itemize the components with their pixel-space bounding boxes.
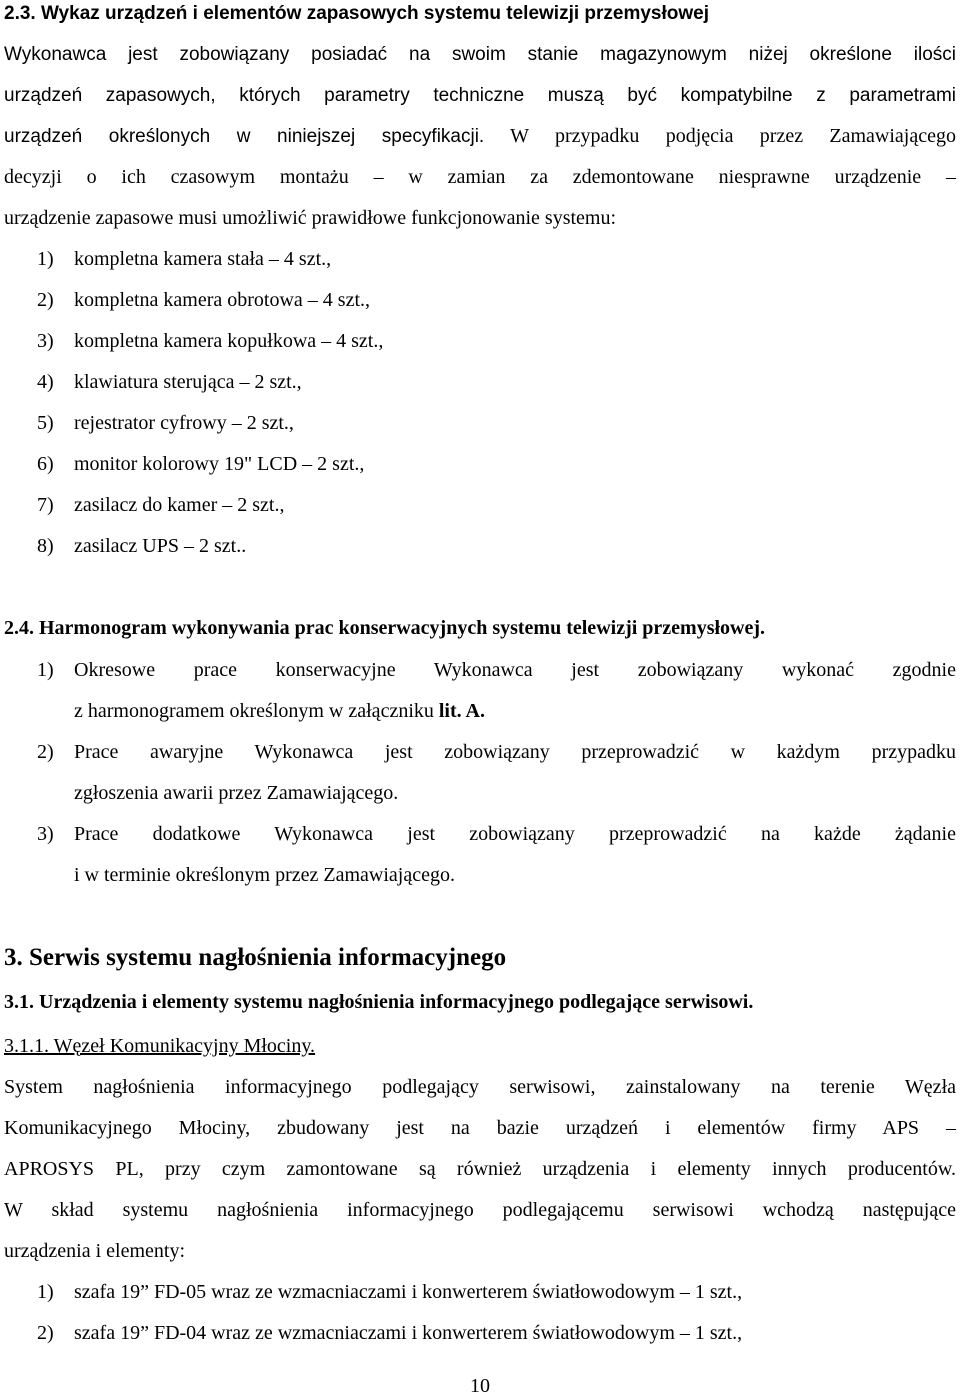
list-item-text: zasilacz do kamer – 2 szt., [74, 494, 285, 516]
attachment-reference: lit. A. [438, 700, 485, 722]
list-item [4, 485, 956, 526]
list-item [4, 526, 956, 567]
section-heading-2-3: 2.3. Wykaz urządzeń i elementów zapasowych systemu telewizji przemysłowej [4, 3, 710, 24]
list-item-text: szafa 19” FD-04 wraz ze wzmacniaczami i konwerterem światłowodowym – 1 szt., [74, 1322, 743, 1344]
paragraph-line: Komunikacyjnego Młociny, zbudowany jest na bazie urządzeń i elementów firmy APS – [4, 1117, 956, 1139]
list-item [4, 280, 956, 321]
list-item [4, 321, 956, 362]
intro-line: urządzeń zapasowych, których parametry techniczne muszą być kompatybilne z parametrami [4, 85, 956, 106]
maintenance-item [4, 650, 956, 732]
list-item [4, 403, 956, 444]
list-item-number: 5) [37, 412, 54, 434]
paragraph-line: urządzenia i elementy: [4, 1240, 186, 1262]
maintenance-item-line: i w terminie określonym przez Zamawiającego. [74, 864, 455, 886]
maintenance-item-line: zgłoszenia awarii przez Zamawiającego. [74, 782, 399, 804]
maintenance-item-number: 3) [37, 823, 54, 845]
paragraph-line: System nagłośnienia informacyjnego podlegający serwisowi, zainstalowany na terenie Węzła [4, 1076, 956, 1098]
list-item-number: 3) [37, 330, 54, 352]
maintenance-item-number: 1) [37, 659, 54, 681]
paragraph-line: W skład systemu nagłośnienia informacyjnego podlegającemu serwisowi wchodzą następujące [4, 1199, 956, 1221]
maintenance-item-line: Okresowe prace konserwacyjne Wykonawca jest zobowiązany wykonać zgodnie [74, 659, 956, 681]
maintenance-item-line: Prace awaryjne Wykonawca jest zobowiązany przeprowadzić w każdym przypadku [74, 741, 956, 763]
intro-line-serif-part: W przypadku podjęcia przez Zamawiającego [484, 125, 956, 147]
list-item-number: 2) [37, 1322, 54, 1344]
list-item-number: 7) [37, 494, 54, 516]
list-item-text: monitor kolorowy 19" LCD – 2 szt., [74, 453, 365, 475]
list-item-text: zasilacz UPS – 2 szt.. [74, 535, 247, 557]
intro-paragraph [4, 34, 956, 239]
section-heading-3-1: 3.1. Urządzenia i elementy systemu nagłośnienia informacyjnego podlegające serwisowi. [4, 991, 754, 1013]
list-item [4, 1313, 956, 1354]
list-item [4, 1272, 956, 1313]
list-item-number: 8) [37, 535, 54, 557]
maintenance-item-text: z harmonogramem określonym w załączniku [74, 700, 439, 722]
section-heading-3-1-1: 3.1.1. Węzeł Komunikacyjny Młociny. [4, 1035, 316, 1057]
section-heading-3: 3. Serwis systemu nagłośnienia informacyjnego [4, 944, 507, 971]
paragraph-line: APROSYS PL, przy czym zamontowane są również urządzenia i elementy innych producentów. [4, 1158, 956, 1180]
intro-line: urządzenie zapasowe musi umożliwić prawidłowe funkcjonowanie systemu: [4, 207, 617, 229]
list-item-number: 6) [37, 453, 54, 475]
page-number: 10 [470, 1375, 490, 1397]
intro-line [4, 116, 956, 157]
maintenance-list [4, 650, 956, 896]
section-3-paragraph [4, 1067, 956, 1272]
list-item [4, 362, 956, 403]
list-item-number: 4) [37, 371, 54, 393]
list-item-number: 1) [37, 248, 54, 270]
list-item-text: szafa 19” FD-05 wraz ze wzmacniaczami i konwerterem światłowodowym – 1 szt., [74, 1281, 743, 1303]
intro-line: Wykonawca jest zobowiązany posiadać na swoim stanie magazynowym niżej określone ilości [4, 44, 956, 65]
list-item-text: kompletna kamera obrotowa – 4 szt., [74, 289, 371, 311]
list-item-text: kompletna kamera kopułkowa – 4 szt., [74, 330, 384, 352]
list-item-number: 1) [37, 1281, 54, 1303]
intro-line-sans-part: urządzeń określonych w niniejszej specyfikacji. [4, 126, 485, 147]
maintenance-item-line [74, 691, 956, 732]
list-item-text: rejestrator cyfrowy – 2 szt., [74, 412, 294, 434]
maintenance-item-number: 2) [37, 741, 54, 763]
maintenance-item-line: Prace dodatkowe Wykonawca jest zobowiązany przeprowadzić na każde żądanie [74, 823, 956, 845]
maintenance-item [4, 814, 956, 896]
list-item [4, 444, 956, 485]
spare-parts-list [4, 239, 956, 567]
intro-line: decyzji o ich czasowym montażu – w zamian za zdemontowane niesprawne urządzenie – [4, 166, 956, 188]
list-item-text: kompletna kamera stała – 4 szt., [74, 248, 332, 270]
list-item-number: 2) [37, 289, 54, 311]
audio-equipment-list [4, 1272, 956, 1354]
list-item [4, 239, 956, 280]
section-heading-2-4: 2.4. Harmonogram wykonywania prac konserwacyjnych systemu telewizji przemysłowej. [4, 617, 766, 639]
maintenance-item [4, 732, 956, 814]
list-item-text: klawiatura sterująca – 2 szt., [74, 371, 302, 393]
